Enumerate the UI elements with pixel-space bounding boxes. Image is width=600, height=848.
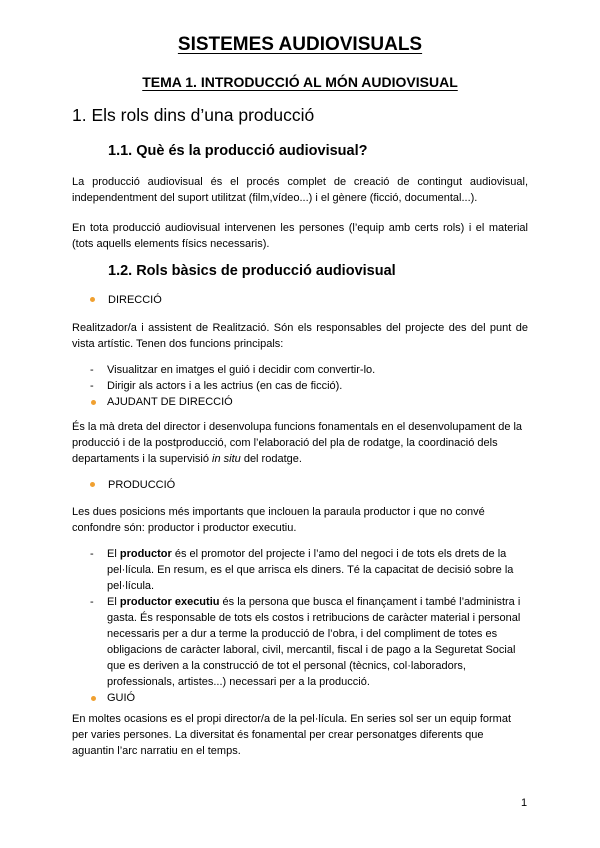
page-number: 1 bbox=[521, 797, 528, 809]
list-item: - Dirigir als actors i a les actrius (en cas de ficció). bbox=[90, 380, 343, 392]
paragraph-production-people: En tota producció audiovisual intervenen les persones (l’equip amb certs rols) i el material (tots aquells elements físics necessaris). bbox=[72, 222, 528, 250]
bullet-dot-icon bbox=[90, 297, 95, 302]
list-item-productor-executiu: - El productor executiu és la persona que busca el finançament i també l’administra i gasta. És responsable de tots els costos i retribucions de caràcter material i personal necessaris per a dur a terme la producció de l’obra, i del compliment de totes es obligacions de caràcter laboral, civil, mercantil, fiscal i de pago a la Seguretat Social que es deriven a la construcció de tot el personal (tècnics, col·laboradors, professionals, artistes...) necessari per a la producció. bbox=[90, 596, 521, 688]
section-heading-1: 1. Els rols dins d’una producció bbox=[72, 105, 315, 125]
document-subtitle: TEMA 1. INTRODUCCIÓ AL MÓN AUDIOVISUAL bbox=[142, 74, 458, 90]
paragraph-guio: En moltes ocasions es el propi director/a de la pel·lícula. En series sol ser un equip format per varies persones. La diversitat és fonamental per crear personatges diferents que aguantin l’arc narratiu en el temps. bbox=[72, 713, 511, 757]
bullet-produccio bbox=[90, 477, 175, 493]
paragraph-production-definition: La producció audiovisual és el procés complet de creació de contingut audiovisual, independentment del suport utilitzat (film,vídeo...) i el gènere (ficció, documental...). bbox=[72, 176, 528, 204]
bullet-dot-icon bbox=[90, 482, 95, 487]
document-title: SISTEMES AUDIOVISUALS bbox=[177, 34, 423, 55]
bullet-guio: GUIÓ bbox=[90, 690, 530, 706]
paragraph-produccio: Les dues posicions més importants que inclouen la paraula productor i que no convé confondre són: productor i productor executiu. bbox=[72, 506, 485, 534]
bullet-direccio bbox=[90, 292, 162, 308]
list-direccio-functions bbox=[90, 362, 530, 410]
bullet-ajudant: AJUDANT DE DIRECCIÓ bbox=[90, 394, 530, 410]
subsection-heading-1-2: 1.2. Rols bàsics de producció audiovisual bbox=[108, 263, 396, 279]
bullet-dot-icon bbox=[91, 400, 96, 405]
bullet-label: DIRECCIÓ bbox=[108, 294, 162, 306]
paragraph-direccio: Realitzador/a i assistent de Realització. Són els responsables del projecte des del punt de vista artístic. Tenen dos funcions principals: bbox=[72, 322, 528, 350]
bullet-dot-icon bbox=[91, 696, 96, 701]
subsection-heading-1-1: 1.1. Què és la producció audiovisual? bbox=[108, 143, 368, 159]
paragraph-ajudant: És la mà dreta del director i desenvolupa funcions fonamentals en el desenvolupament de la producció i de la postproducció, com l’elaboració del pla de rodatge, la coordinació dels departaments i la supervisió in situ del rodatge. bbox=[72, 421, 523, 465]
bullet-label: PRODUCCIÓ bbox=[108, 479, 176, 491]
list-produccio-roles bbox=[90, 546, 530, 706]
list-item-productor: - El productor és el promotor del projecte i l’amo del negoci i de tots els drets de la pel·lícula. En resum, es el que arrisca els diners. Té la capacitat de decisió sobre la pel·lícula. bbox=[90, 548, 514, 592]
list-item: - Visualitzar en imatges el guió i decidir com convertir-lo. bbox=[90, 364, 376, 376]
